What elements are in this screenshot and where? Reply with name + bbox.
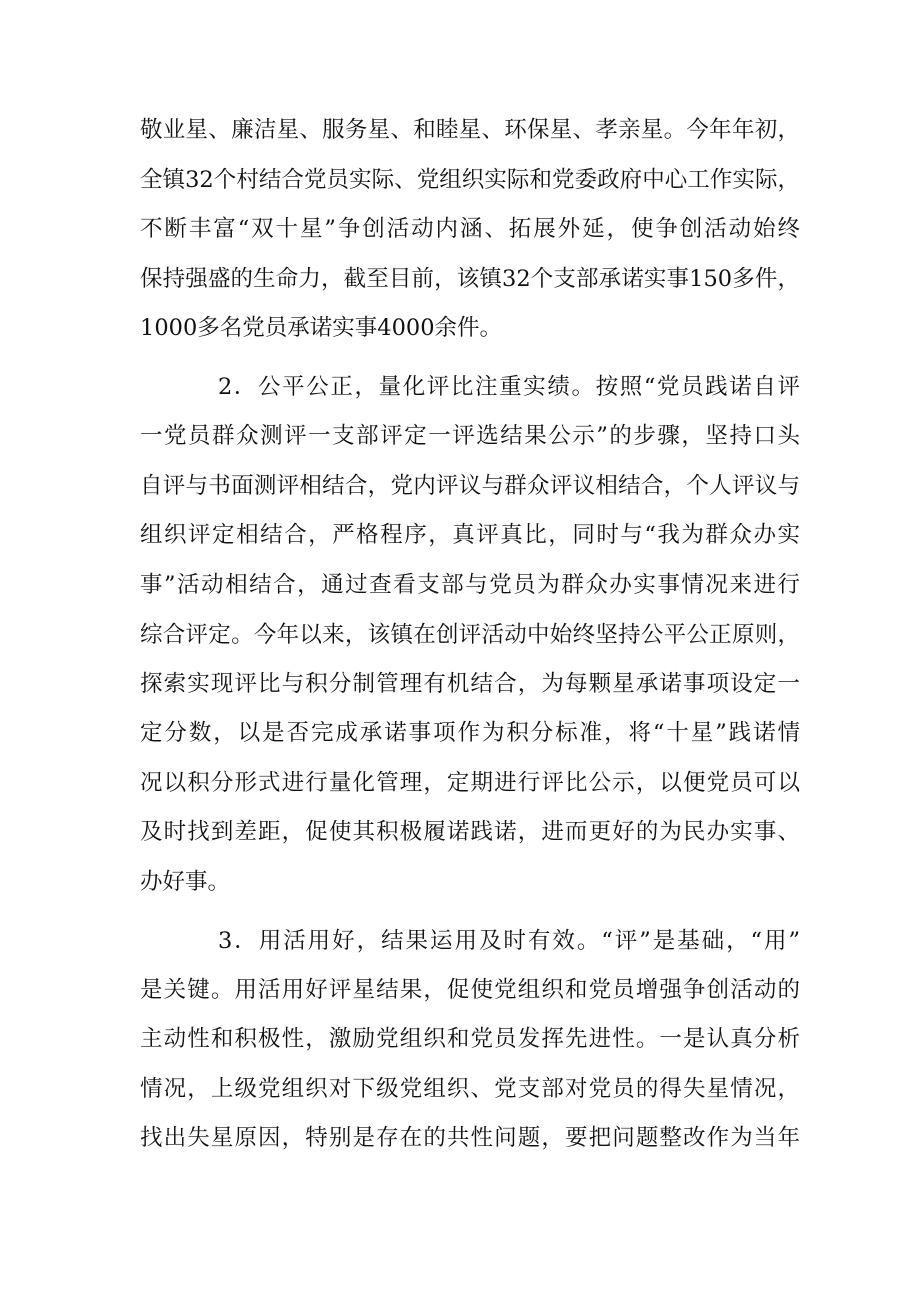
paragraph-1-line-2: 全镇32个村结合党员实际、党组织实际和党委政府中心工作实际， <box>140 167 800 193</box>
paragraph-3-line-1: 3．用活用好，结果运用及时有效。“评”是基础，“用” <box>218 928 800 954</box>
paragraph-1-line-1: 敬业星、廉洁星、服务星、和睦星、环保星、孝亲星。今年年初， <box>140 117 800 143</box>
paragraph-1-line-5: 1000多名党员承诺实事4000余件。 <box>140 315 503 341</box>
paragraph-2-line-3: 自评与书面测评相结合，党内评议与群众评议相结合，个人评议与 <box>140 473 800 499</box>
paragraph-2-line-7: 探索实现评比与积分制管理有机结合，为每颗星承诺事项设定一 <box>140 671 800 697</box>
paragraph-2-line-8: 定分数，以是否完成承诺事项作为积分标准，将“十星”践诺情 <box>140 720 800 746</box>
paragraph-3-line-5: 找出失星原因，特别是存在的共性问题，要把问题整改作为当年 <box>140 1125 800 1151</box>
paragraph-2-line-10: 及时找到差距，促使其积极履诺践诺，进而更好的为民办实事、 <box>140 819 800 845</box>
paragraph-2-line-4: 组织评定相结合，严格程序，真评真比，同时与“我为群众办实 <box>140 522 800 548</box>
paragraph-3-line-2: 是关键。用活用好评星结果，促使党组织和党员增强争创活动的 <box>140 977 800 1003</box>
paragraph-2-line-2: 一党员群众测评一支部评定一评选结果公示”的步骤，坚持口头 <box>140 423 800 449</box>
paragraph-2-line-9: 况以积分形式进行量化管理，定期进行评比公示，以便党员可以 <box>140 770 800 796</box>
paragraph-3-line-4: 情况，上级党组织对下级党组织、党支部对党员的得失星情况， <box>140 1076 800 1102</box>
paragraph-1-line-4: 保持强盛的生命力，截至目前，该镇32个支部承诺实事150多件， <box>140 266 800 292</box>
paragraph-2-line-1: 2．公平公正，量化评比注重实绩。按照“党员践诺自评 <box>218 374 800 400</box>
paragraph-2-line-6: 综合评定。今年以来，该镇在创评活动中始终坚持公平公正原则， <box>140 622 800 648</box>
paragraph-3-line-3: 主动性和积极性，激励党组织和党员发挥先进性。一是认真分析 <box>140 1026 800 1052</box>
paragraph-2-line-11: 办好事。 <box>140 869 231 895</box>
paragraph-2-line-5: 事”活动相结合，通过查看支部与党员为群众办实事情况来进行 <box>140 572 800 598</box>
paragraph-1-line-3: 不断丰富“双十星”争创活动内涵、拓展外延，使争创活动始终 <box>140 216 800 242</box>
